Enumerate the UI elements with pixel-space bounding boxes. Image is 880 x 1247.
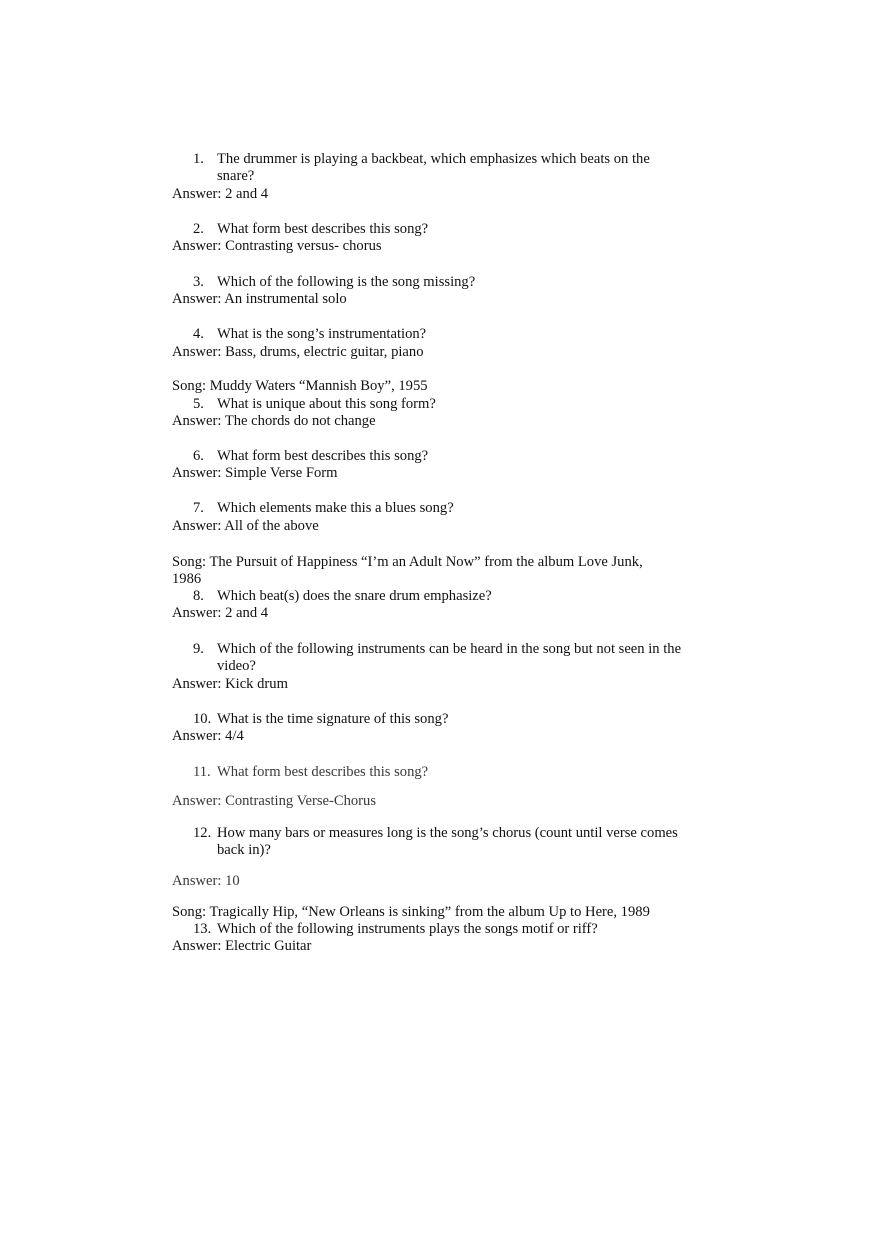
- answer-text: Answer: Electric Guitar: [172, 938, 312, 954]
- question-text: What is the song’s instrumentation?: [217, 326, 427, 342]
- question-number: 11.: [193, 764, 211, 780]
- question-text: What form best describes this song?: [217, 448, 429, 464]
- question-text-continued: snare?: [217, 168, 255, 184]
- answer-text: Answer: Bass, drums, electric guitar, piano: [172, 344, 424, 360]
- question-text: What is unique about this song form?: [217, 396, 436, 412]
- question-number: 2.: [193, 221, 204, 237]
- question-text: What is the time signature of this song?: [217, 711, 449, 727]
- question-number: 4.: [193, 326, 204, 342]
- question-number: 3.: [193, 274, 204, 290]
- song-heading-continued: 1986: [172, 571, 202, 587]
- answer-text: Answer: Simple Verse Form: [172, 465, 338, 481]
- song-heading: Song: Muddy Waters “Mannish Boy”, 1955: [172, 378, 428, 394]
- question-text: Which beat(s) does the snare drum emphasize?: [217, 588, 492, 604]
- question-number: 12.: [193, 825, 212, 841]
- answer-text: Answer: Contrasting Verse-Chorus: [172, 793, 377, 809]
- question-text-continued: video?: [217, 658, 256, 674]
- answer-text: Answer: 4/4: [172, 728, 244, 744]
- question-text: Which of the following instruments can be heard in the song but not seen in the: [217, 641, 682, 657]
- question-number: 6.: [193, 448, 204, 464]
- question-number: 9.: [193, 641, 204, 657]
- question-text: The drummer is playing a backbeat, which emphasizes which beats on the: [217, 151, 650, 167]
- song-heading: Song: The Pursuit of Happiness “I’m an Adult Now” from the album Love Junk,: [172, 554, 643, 570]
- question-text: Which of the following is the song missing?: [217, 274, 476, 290]
- answer-text: Answer: Kick drum: [172, 676, 288, 692]
- question-number: 7.: [193, 500, 204, 516]
- question-text: What form best describes this song?: [217, 221, 429, 237]
- question-text: How many bars or measures long is the song’s chorus (count until verse comes: [217, 825, 678, 841]
- answer-text: Answer: Contrasting versus- chorus: [172, 238, 382, 254]
- question-text: What form best describes this song?: [217, 764, 429, 780]
- question-text: Which of the following instruments plays the songs motif or riff?: [217, 921, 598, 937]
- answer-text: Answer: 2 and 4: [172, 605, 269, 621]
- question-number: 10.: [193, 711, 212, 727]
- question-text: Which elements make this a blues song?: [217, 500, 454, 516]
- question-number: 8.: [193, 588, 204, 604]
- question-number: 5.: [193, 396, 204, 412]
- answer-text: Answer: 10: [172, 873, 240, 889]
- answer-text: Answer: 2 and 4: [172, 186, 269, 202]
- question-text-continued: back in)?: [217, 842, 271, 858]
- answer-text: Answer: All of the above: [172, 518, 319, 534]
- question-number: 13.: [193, 921, 212, 937]
- answer-text: Answer: An instrumental solo: [172, 291, 347, 307]
- answer-text: Answer: The chords do not change: [172, 413, 376, 429]
- song-heading: Song: Tragically Hip, “New Orleans is sinking” from the album Up to Here, 1989: [172, 904, 650, 920]
- question-number: 1.: [193, 151, 204, 167]
